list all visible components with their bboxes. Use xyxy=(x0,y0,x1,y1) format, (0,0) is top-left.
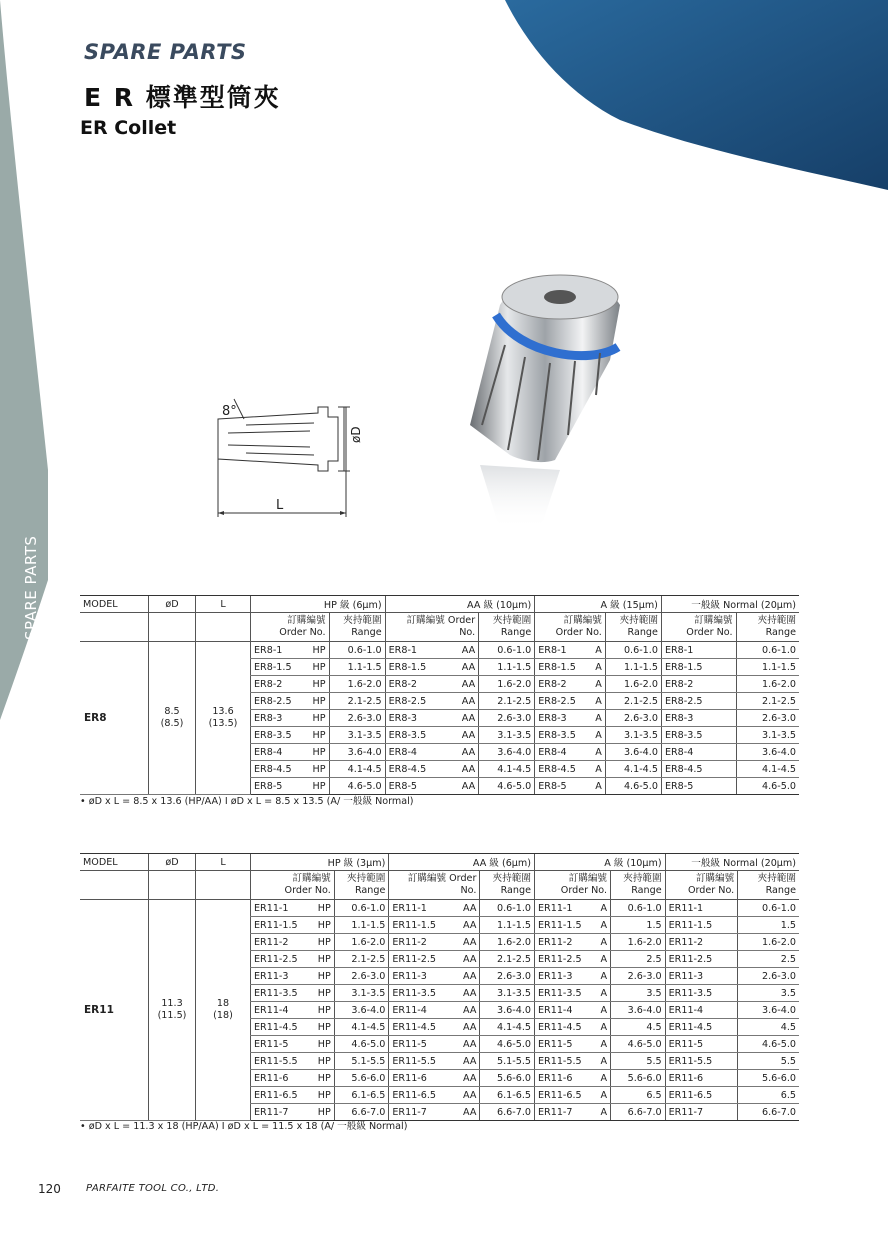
order-no-cell: ER11-2.5 xyxy=(389,951,454,968)
col-range: 夾持範圍 Range xyxy=(334,871,389,900)
order-no-cell: ER11-4.5 xyxy=(251,1019,311,1036)
order-no-cell: ER11-2 xyxy=(389,934,454,951)
er8-table-body xyxy=(80,642,799,795)
grade-cell: A xyxy=(595,1104,611,1121)
col-order-no: 訂購編號 Order No. xyxy=(389,871,480,900)
order-no-cell: ER8-4 xyxy=(385,744,449,761)
collet-dimension-diagram xyxy=(210,395,370,525)
grade-cell: A xyxy=(595,968,611,985)
grade-cell: A xyxy=(595,1036,611,1053)
grade-cell: HP xyxy=(305,693,329,710)
range-cell: 6.6-7.0 xyxy=(480,1104,535,1121)
range-cell: 2.6-3.0 xyxy=(329,710,385,727)
col-range: 夾持範圍 Range xyxy=(605,613,661,642)
order-no-cell: ER11-4.5 xyxy=(665,1019,738,1036)
range-cell: 6.6-7.0 xyxy=(334,1104,389,1121)
length-label: L xyxy=(276,498,284,513)
order-no-cell: ER11-3.5 xyxy=(534,985,594,1002)
order-no-cell: ER8-4 xyxy=(251,744,305,761)
grade-cell: A xyxy=(589,659,605,676)
order-no-cell: ER11-6.5 xyxy=(665,1087,738,1104)
range-cell: 2.5 xyxy=(611,951,666,968)
range-cell: 0.6-1.0 xyxy=(736,642,799,659)
grade-cell: AA xyxy=(450,676,479,693)
order-no-cell: ER8-3.5 xyxy=(661,727,736,744)
range-cell: 1.6-2.0 xyxy=(738,934,799,951)
grade-cell: HP xyxy=(311,1036,334,1053)
grade-cell: AA xyxy=(450,693,479,710)
corner-blue-swoosh xyxy=(505,0,888,190)
order-no-cell: ER11-1 xyxy=(665,900,738,917)
grade-cell: HP xyxy=(305,778,329,795)
order-no-cell: ER11-5.5 xyxy=(251,1053,311,1070)
range-cell: 2.1-2.5 xyxy=(736,693,799,710)
grade-cell: AA xyxy=(450,642,479,659)
range-cell: 1.1-1.5 xyxy=(605,659,661,676)
range-cell: 4.1-4.5 xyxy=(736,761,799,778)
order-no-cell: ER11-3 xyxy=(665,968,738,985)
grade-cell: AA xyxy=(454,1104,480,1121)
range-cell: 3.5 xyxy=(611,985,666,1002)
col-range: 夾持範圍 Range xyxy=(736,613,799,642)
order-no-cell: ER11-5 xyxy=(389,1036,454,1053)
grade-cell: AA xyxy=(454,1019,480,1036)
order-no-cell: ER8-4 xyxy=(661,744,736,761)
section-title: SPARE PARTS xyxy=(84,40,247,64)
order-no-cell: ER8-2.5 xyxy=(535,693,589,710)
order-no-cell: ER11-3 xyxy=(389,968,454,985)
grade-cell: AA xyxy=(454,1036,480,1053)
table-row xyxy=(80,900,799,917)
order-no-cell: ER8-3.5 xyxy=(385,727,449,744)
range-cell: 3.6-4.0 xyxy=(738,1002,799,1019)
grade-cell: AA xyxy=(454,934,480,951)
grade-cell: HP xyxy=(305,744,329,761)
order-no-cell: ER11-6.5 xyxy=(251,1087,311,1104)
range-cell: 2.6-3.0 xyxy=(334,968,389,985)
grade-cell: AA xyxy=(454,1053,480,1070)
order-no-cell: ER11-7 xyxy=(665,1104,738,1121)
grade-cell: A xyxy=(589,778,605,795)
grade-cell: AA xyxy=(450,727,479,744)
grade-cell: HP xyxy=(305,727,329,744)
order-no-cell: ER11-4 xyxy=(251,1002,311,1019)
grade-cell: A xyxy=(595,951,611,968)
order-no-cell: ER11-3 xyxy=(251,968,311,985)
diameter-label: øD xyxy=(349,426,363,443)
grade-cell: HP xyxy=(311,917,334,934)
grade-cell: AA xyxy=(454,917,480,934)
range-cell: 1.6-2.0 xyxy=(736,676,799,693)
range-cell: 2.6-3.0 xyxy=(605,710,661,727)
order-no-cell: ER8-3 xyxy=(385,710,449,727)
range-cell: 2.5 xyxy=(738,951,799,968)
range-cell: 0.6-1.0 xyxy=(480,900,535,917)
order-no-cell: ER8-3 xyxy=(661,710,736,727)
order-no-cell: ER11-1.5 xyxy=(665,917,738,934)
col-group-normal: 一般級 Normal (20μm) xyxy=(661,596,799,613)
range-cell: 1.1-1.5 xyxy=(736,659,799,676)
range-cell: 4.1-4.5 xyxy=(605,761,661,778)
grade-cell: AA xyxy=(450,778,479,795)
range-cell: 5.5 xyxy=(611,1053,666,1070)
col-l: L xyxy=(196,854,251,871)
grade-cell: A xyxy=(589,676,605,693)
order-no-cell: ER8-2.5 xyxy=(385,693,449,710)
grade-cell: HP xyxy=(311,1087,334,1104)
order-no-cell: ER11-1.5 xyxy=(534,917,594,934)
col-order-no: 訂購編號 Order No. xyxy=(535,613,606,642)
range-cell: 4.5 xyxy=(738,1019,799,1036)
grade-cell: A xyxy=(595,985,611,1002)
range-cell: 1.6-2.0 xyxy=(329,676,385,693)
grade-cell: A xyxy=(595,900,611,917)
order-no-cell: ER11-6 xyxy=(389,1070,454,1087)
range-cell: 3.1-3.5 xyxy=(480,985,535,1002)
grade-cell: A xyxy=(589,710,605,727)
order-no-cell: ER11-1 xyxy=(389,900,454,917)
page-title-en: ER Collet xyxy=(80,117,177,139)
order-no-cell: ER11-7 xyxy=(389,1104,454,1121)
order-no-cell: ER8-3 xyxy=(535,710,589,727)
order-no-cell: ER11-1 xyxy=(534,900,594,917)
er11-table-body xyxy=(80,900,799,1121)
grade-cell: HP xyxy=(305,710,329,727)
er11-spec-table xyxy=(80,853,799,1121)
range-cell: 4.6-5.0 xyxy=(736,778,799,795)
range-cell: 4.6-5.0 xyxy=(479,778,535,795)
order-no-cell: ER11-4 xyxy=(389,1002,454,1019)
grade-cell: A xyxy=(589,761,605,778)
col-l: L xyxy=(196,596,251,613)
order-no-cell: ER8-3.5 xyxy=(535,727,589,744)
order-no-cell: ER11-6.5 xyxy=(534,1087,594,1104)
order-no-cell: ER8-1.5 xyxy=(251,659,305,676)
grade-cell: HP xyxy=(311,968,334,985)
range-cell: 6.6-7.0 xyxy=(611,1104,666,1121)
grade-cell: A xyxy=(595,1070,611,1087)
order-no-cell: ER11-4.5 xyxy=(389,1019,454,1036)
grade-cell: HP xyxy=(305,676,329,693)
range-cell: 3.1-3.5 xyxy=(329,727,385,744)
range-cell: 6.1-6.5 xyxy=(334,1087,389,1104)
model-cell: ER8 xyxy=(80,642,149,795)
order-no-cell: ER11-1.5 xyxy=(251,917,311,934)
order-no-cell: ER11-3.5 xyxy=(389,985,454,1002)
order-no-cell: ER11-2 xyxy=(251,934,311,951)
grade-cell: AA xyxy=(454,951,480,968)
range-cell: 5.1-5.5 xyxy=(334,1053,389,1070)
order-no-cell: ER8-5 xyxy=(251,778,305,795)
range-cell: 3.5 xyxy=(738,985,799,1002)
range-cell: 3.6-4.0 xyxy=(605,744,661,761)
range-cell: 0.6-1.0 xyxy=(479,642,535,659)
grade-cell: A xyxy=(589,744,605,761)
col-order-no: 訂購編號 Order No. xyxy=(385,613,479,642)
grade-cell: HP xyxy=(311,1053,334,1070)
range-cell: 6.5 xyxy=(738,1087,799,1104)
range-cell: 4.1-4.5 xyxy=(334,1019,389,1036)
grade-cell: A xyxy=(589,642,605,659)
range-cell: 3.1-3.5 xyxy=(479,727,535,744)
col-order-no: 訂購編號 Order No. xyxy=(665,871,738,900)
range-cell: 1.5 xyxy=(611,917,666,934)
er11-note: • øD x L = 11.3 x 18 (HP/AA) I øD x L = 11.5 x 18 (A/ 一般級 Normal) xyxy=(80,1121,408,1132)
angle-label: 8° xyxy=(222,404,237,419)
col-range: 夾持範圍 Range xyxy=(329,613,385,642)
range-cell: 1.1-1.5 xyxy=(479,659,535,676)
grade-cell: HP xyxy=(311,900,334,917)
length-cell: 18 (18) xyxy=(196,900,251,1121)
range-cell: 2.1-2.5 xyxy=(329,693,385,710)
grade-cell: AA xyxy=(450,710,479,727)
range-cell: 4.5 xyxy=(611,1019,666,1036)
order-no-cell: ER11-3 xyxy=(534,968,594,985)
range-cell: 1.1-1.5 xyxy=(480,917,535,934)
collet-photo xyxy=(460,265,640,535)
order-no-cell: ER11-4.5 xyxy=(534,1019,594,1036)
col-od: øD xyxy=(149,596,196,613)
page-title-zh: E R 標準型筒夾 xyxy=(84,83,281,112)
order-no-cell: ER8-5 xyxy=(661,778,736,795)
od-cell: 11.3 (11.5) xyxy=(149,900,196,1121)
col-group-a: A 級 (15μm) xyxy=(535,596,662,613)
col-order-no: 訂購編號 Order No. xyxy=(251,871,335,900)
range-cell: 1.6-2.0 xyxy=(334,934,389,951)
grade-cell: AA xyxy=(450,761,479,778)
order-no-cell: ER11-2.5 xyxy=(534,951,594,968)
range-cell: 1.6-2.0 xyxy=(611,934,666,951)
grade-cell: AA xyxy=(454,968,480,985)
range-cell: 3.6-4.0 xyxy=(611,1002,666,1019)
order-no-cell: ER11-2.5 xyxy=(665,951,738,968)
grade-cell: A xyxy=(595,1019,611,1036)
col-range: 夾持範圍 Range xyxy=(611,871,666,900)
order-no-cell: ER8-1 xyxy=(535,642,589,659)
order-no-cell: ER8-1 xyxy=(251,642,305,659)
col-group-aa: AA 級 (10μm) xyxy=(385,596,535,613)
order-no-cell: ER11-6 xyxy=(251,1070,311,1087)
range-cell: 4.1-4.5 xyxy=(479,761,535,778)
grade-cell: A xyxy=(595,934,611,951)
grade-cell: AA xyxy=(454,900,480,917)
range-cell: 2.1-2.5 xyxy=(334,951,389,968)
grade-cell: A xyxy=(595,1002,611,1019)
order-no-cell: ER11-5 xyxy=(665,1036,738,1053)
order-no-cell: ER8-2 xyxy=(385,676,449,693)
order-no-cell: ER11-1.5 xyxy=(389,917,454,934)
order-no-cell: ER11-2 xyxy=(665,934,738,951)
range-cell: 4.6-5.0 xyxy=(738,1036,799,1053)
grade-cell: HP xyxy=(305,761,329,778)
range-cell: 5.6-6.0 xyxy=(611,1070,666,1087)
range-cell: 1.1-1.5 xyxy=(334,917,389,934)
col-range: 夾持範圍 Range xyxy=(479,613,535,642)
col-group-hp: HP 級 (6μm) xyxy=(251,596,386,613)
col-od: øD xyxy=(149,854,196,871)
col-order-no: 訂購編號 Order No. xyxy=(534,871,610,900)
order-no-cell: ER8-2.5 xyxy=(661,693,736,710)
grade-cell: AA xyxy=(450,744,479,761)
range-cell: 2.1-2.5 xyxy=(605,693,661,710)
range-cell: 5.1-5.5 xyxy=(480,1053,535,1070)
col-range: 夾持範圍 Range xyxy=(480,871,535,900)
col-order-no: 訂購編號 Order No. xyxy=(251,613,330,642)
grade-cell: HP xyxy=(311,951,334,968)
range-cell: 5.5 xyxy=(738,1053,799,1070)
order-no-cell: ER11-5 xyxy=(251,1036,311,1053)
range-cell: 2.6-3.0 xyxy=(736,710,799,727)
order-no-cell: ER11-5 xyxy=(534,1036,594,1053)
range-cell: 2.6-3.0 xyxy=(480,968,535,985)
order-no-cell: ER8-1.5 xyxy=(385,659,449,676)
col-model: MODEL xyxy=(80,596,149,613)
er8-note: • øD x L = 8.5 x 13.6 (HP/AA) I øD x L = 8.5 x 13.5 (A/ 一般級 Normal) xyxy=(80,796,414,807)
order-no-cell: ER8-1.5 xyxy=(661,659,736,676)
grade-cell: AA xyxy=(454,1087,480,1104)
grade-cell: HP xyxy=(305,659,329,676)
grade-cell: A xyxy=(589,693,605,710)
order-no-cell: ER8-2 xyxy=(535,676,589,693)
order-no-cell: ER8-1 xyxy=(661,642,736,659)
order-no-cell: ER11-5.5 xyxy=(534,1053,594,1070)
order-no-cell: ER11-5.5 xyxy=(389,1053,454,1070)
order-no-cell: ER11-7 xyxy=(534,1104,594,1121)
order-no-cell: ER11-5.5 xyxy=(665,1053,738,1070)
col-group-aa: AA 級 (6μm) xyxy=(389,854,535,871)
order-no-cell: ER8-4.5 xyxy=(385,761,449,778)
range-cell: 0.6-1.0 xyxy=(611,900,666,917)
range-cell: 6.6-7.0 xyxy=(738,1104,799,1121)
range-cell: 4.6-5.0 xyxy=(334,1036,389,1053)
order-no-cell: ER11-3.5 xyxy=(665,985,738,1002)
grade-cell: HP xyxy=(311,934,334,951)
order-no-cell: ER11-2 xyxy=(534,934,594,951)
col-model: MODEL xyxy=(80,854,149,871)
order-no-cell: ER11-6 xyxy=(665,1070,738,1087)
range-cell: 5.6-6.0 xyxy=(738,1070,799,1087)
order-no-cell: ER8-4.5 xyxy=(535,761,589,778)
range-cell: 3.1-3.5 xyxy=(334,985,389,1002)
order-no-cell: ER8-3 xyxy=(251,710,305,727)
company-name: PARFAITE TOOL CO., LTD. xyxy=(86,1183,220,1194)
range-cell: 4.6-5.0 xyxy=(329,778,385,795)
grade-cell: AA xyxy=(454,1070,480,1087)
order-no-cell: ER8-2.5 xyxy=(251,693,305,710)
order-no-cell: ER11-1 xyxy=(251,900,311,917)
col-group-hp: HP 級 (3μm) xyxy=(251,854,389,871)
order-no-cell: ER11-7 xyxy=(251,1104,311,1121)
order-no-cell: ER8-2 xyxy=(661,676,736,693)
range-cell: 3.1-3.5 xyxy=(736,727,799,744)
table-row xyxy=(80,642,799,659)
range-cell: 0.6-1.0 xyxy=(334,900,389,917)
range-cell: 3.1-3.5 xyxy=(605,727,661,744)
model-cell: ER11 xyxy=(80,900,149,1121)
range-cell: 4.1-4.5 xyxy=(329,761,385,778)
range-cell: 4.6-5.0 xyxy=(611,1036,666,1053)
range-cell: 1.6-2.0 xyxy=(479,676,535,693)
range-cell: 5.6-6.0 xyxy=(480,1070,535,1087)
grade-cell: A xyxy=(595,1053,611,1070)
col-group-normal: 一般級 Normal (20μm) xyxy=(665,854,799,871)
grade-cell: AA xyxy=(450,659,479,676)
er8-spec-table xyxy=(80,595,799,795)
range-cell: 1.1-1.5 xyxy=(329,659,385,676)
grade-cell: AA xyxy=(454,1002,480,1019)
grade-cell: A xyxy=(589,727,605,744)
range-cell: 6.5 xyxy=(611,1087,666,1104)
range-cell: 2.6-3.0 xyxy=(479,710,535,727)
order-no-cell: ER8-5 xyxy=(535,778,589,795)
grade-cell: HP xyxy=(311,985,334,1002)
order-no-cell: ER11-2.5 xyxy=(251,951,311,968)
order-no-cell: ER8-2 xyxy=(251,676,305,693)
col-group-a: A 級 (10μm) xyxy=(534,854,665,871)
col-range: 夾持範圍 Range xyxy=(738,871,799,900)
grade-cell: HP xyxy=(311,1070,334,1087)
range-cell: 2.6-3.0 xyxy=(611,968,666,985)
range-cell: 0.6-1.0 xyxy=(329,642,385,659)
range-cell: 1.6-2.0 xyxy=(480,934,535,951)
grade-cell: HP xyxy=(311,1002,334,1019)
order-no-cell: ER8-5 xyxy=(385,778,449,795)
order-no-cell: ER11-4 xyxy=(665,1002,738,1019)
order-no-cell: ER11-4 xyxy=(534,1002,594,1019)
order-no-cell: ER8-1.5 xyxy=(535,659,589,676)
order-no-cell: ER8-4.5 xyxy=(251,761,305,778)
range-cell: 1.5 xyxy=(738,917,799,934)
range-cell: 5.6-6.0 xyxy=(334,1070,389,1087)
range-cell: 1.6-2.0 xyxy=(605,676,661,693)
range-cell: 2.1-2.5 xyxy=(479,693,535,710)
range-cell: 3.6-4.0 xyxy=(479,744,535,761)
order-no-cell: ER11-6.5 xyxy=(389,1087,454,1104)
range-cell: 3.6-4.0 xyxy=(334,1002,389,1019)
order-no-cell: ER8-4.5 xyxy=(661,761,736,778)
col-order-no: 訂購編號 Order No. xyxy=(661,613,736,642)
grade-cell: HP xyxy=(311,1019,334,1036)
grade-cell: A xyxy=(595,1087,611,1104)
range-cell: 6.1-6.5 xyxy=(480,1087,535,1104)
side-tab-label: SPARE PARTS xyxy=(22,535,40,640)
order-no-cell: ER8-4 xyxy=(535,744,589,761)
order-no-cell: ER8-1 xyxy=(385,642,449,659)
od-cell: 8.5 (8.5) xyxy=(149,642,196,795)
grade-cell: HP xyxy=(305,642,329,659)
length-cell: 13.6 (13.5) xyxy=(196,642,251,795)
range-cell: 2.1-2.5 xyxy=(480,951,535,968)
range-cell: 0.6-1.0 xyxy=(605,642,661,659)
order-no-cell: ER8-3.5 xyxy=(251,727,305,744)
grade-cell: HP xyxy=(311,1104,334,1121)
range-cell: 3.6-4.0 xyxy=(329,744,385,761)
order-no-cell: ER11-6 xyxy=(534,1070,594,1087)
range-cell: 3.6-4.0 xyxy=(736,744,799,761)
range-cell: 0.6-1.0 xyxy=(738,900,799,917)
order-no-cell: ER11-3.5 xyxy=(251,985,311,1002)
range-cell: 4.6-5.0 xyxy=(480,1036,535,1053)
range-cell: 2.6-3.0 xyxy=(738,968,799,985)
grade-cell: A xyxy=(595,917,611,934)
range-cell: 3.6-4.0 xyxy=(480,1002,535,1019)
grade-cell: AA xyxy=(454,985,480,1002)
range-cell: 4.1-4.5 xyxy=(480,1019,535,1036)
page-number: 120 xyxy=(38,1182,61,1196)
range-cell: 4.6-5.0 xyxy=(605,778,661,795)
